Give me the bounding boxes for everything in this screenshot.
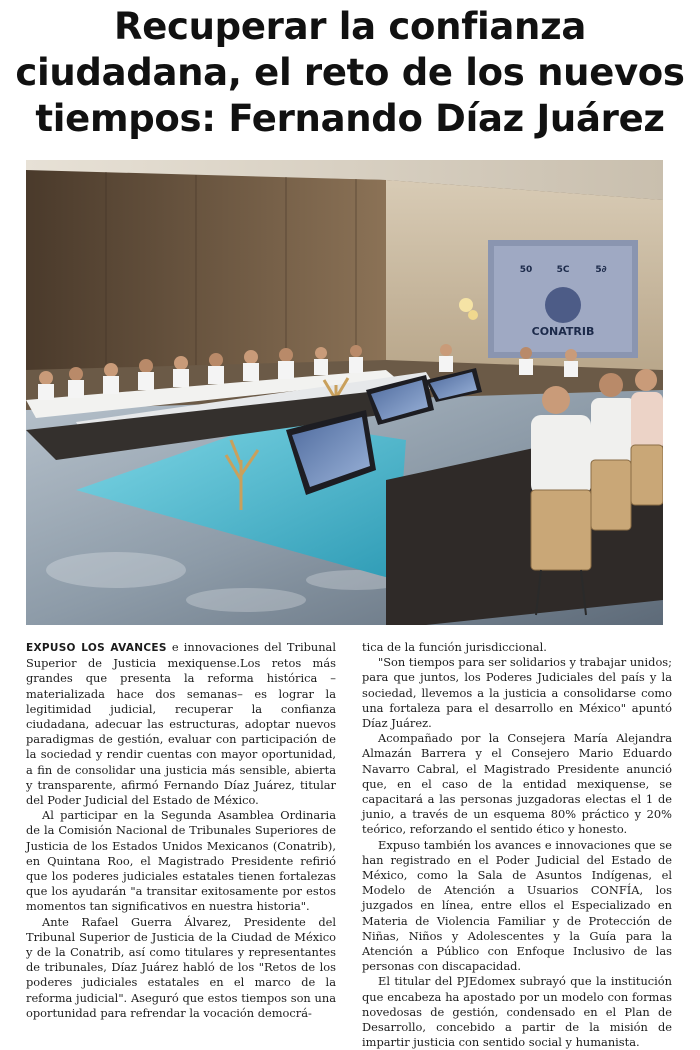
article-column-left — [26, 640, 336, 1021]
paragraph-6: Expuso también los avances e innovaciones que se han registrado en el Poder Judicial del Estado de México, como la Sala de Asuntos Indígenas, el Modelo de Atención a Usuarios CONFÍA, los juzgados en línea, entre ellos el Especializado en Materia de Violencia Familiar y de Protección de Niñas, Niños y Adolescentes y la Guía para la Atención a Público con Enfoque Inclusivo de las personas con discapacidad. — [362, 837, 672, 974]
paragraph-4: "Son tiempos para ser solidarios y trabajar unidos; para que juntos, los Poderes Judiciales del país y la sociedad, llevemos a la justicia a consolidarse como una fortaleza para el desarrollo en México" apuntó Díaz Juárez. — [362, 655, 672, 731]
logo-1: 50 — [519, 265, 533, 275]
logo-3: 5∂ — [595, 265, 607, 275]
banner-text: CONATRIB — [531, 325, 595, 338]
headline — [0, 4, 700, 142]
paragraph-1-text: e innovaciones del Tribunal Superior de Justicia mexiquense.Los retos más grandes que presenta la reforma histórica –materializada hace dos semanas– es lograr la legitimidad judicial, recuperar la confianza ciudadana, adecuar las estructuras, adoptar nuevos paradigmas de gestión, evaluar con participación de la sociedad y rendir cuentas con mayor oportunidad, a fin de consolidar una justicia más sensible, abierta y transparente, afirmó Fernando Díaz Juárez, titular del Poder Judicial del Estado de México. — [26, 640, 336, 808]
paragraph-3: Ante Rafael Guerra Álvarez, Presidente del Tribunal Superior de Justicia de la Ciudad de México y de la Conatrib, así como titulares y representantes de tribunales, Díaz Juárez habló de los "Retos de los poderes judiciales estatales en el marco de la reforma judicial". Aseguró que estos tiempos son una oportunidad para refrendar la vocación democrá- — [26, 914, 336, 1020]
article-photo — [26, 160, 663, 625]
headline-line-1: Recuperar la confianza — [114, 5, 586, 48]
paragraph-3-continued: tica de la función jurisdiccional. — [362, 640, 547, 654]
headline-line-3: tiempos: Fernando Díaz Juárez — [35, 97, 665, 140]
article-column-right — [362, 640, 672, 1050]
paragraph-7: El titular del PJEdomex subrayó que la institución que encabeza ha apostado por un modelo con formas novedosas de gestión, condensado en el Plan de Desarrollo, concebido a partir de la misión de impartir justicia con sentido social y humanista. — [362, 974, 672, 1050]
logo-2: 5C — [556, 265, 570, 275]
paragraph-2: Al participar en la Segunda Asamblea Ordinaria de la Comisión Nacional de Tribunales Superiores de Justicia de los Estados Unidos Mexicanos (Conatrib), en Quintana Roo, el Magistrado Presidente refirió que los poderes judiciales estatales tienen fortalezas que los ayudarán "a transitar exitosamente por estos momentos tan significativos en nuestra historia". — [26, 808, 336, 914]
kicker: EXPUSO LOS AVANCES — [26, 642, 167, 654]
headline-line-2: ciudadana, el reto de los nuevos — [15, 51, 685, 94]
paragraph-1 — [26, 640, 336, 808]
paragraph-5: Acompañado por la Consejera María Alejandra Almazán Barrera y el Consejero Mario Eduardo Navarro Cabral, el Magistrado Presidente anunció que, en el caso de la entidad mexiquense, se capacitará a las personas juzgadoras electas el 1 de junio, a través de un esquema 80% práctico y 20% teórico, reforzando el sentido ético y honesto. — [362, 731, 672, 837]
